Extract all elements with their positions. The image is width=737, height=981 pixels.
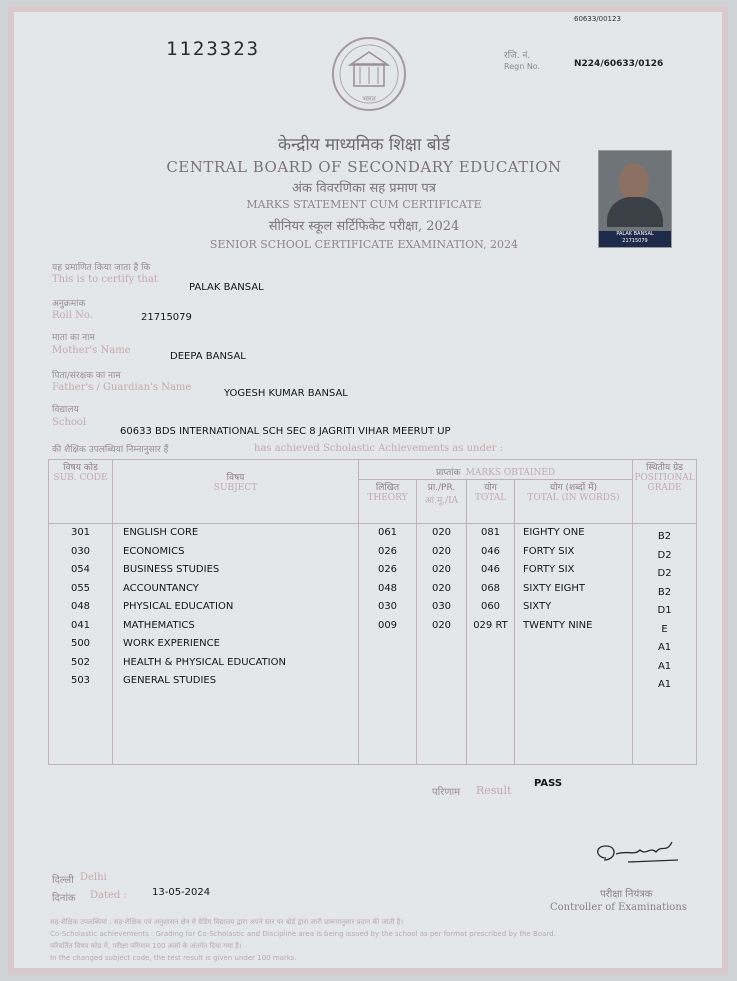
- header-marks-hindi: प्राप्तांक: [435, 468, 461, 478]
- table-cell-grade: B2: [657, 531, 672, 542]
- note-hindi-1: सह-शैक्षिक उपलब्धियां : सह-शैक्षिक एवं अनुशासन क्षेत्र में ग्रेडिंग विद्यालय द्वारा अपने स्तर पर बोर्ड द्वारा जारी प्रारूपानुसार प्रदान की जाती है।: [50, 918, 404, 926]
- achievements-label-hindi: की शैक्षिक उपलब्धियां निम्नानुसार हैं: [52, 445, 169, 455]
- certify-label-hindi: यह प्रमाणित किया जाता है कि: [52, 263, 151, 273]
- father-label: Father's / Guardian's Name: [52, 382, 192, 393]
- roll-label: Roll No.: [52, 310, 93, 321]
- board-name: CENTRAL BOARD OF SECONDARY EDUCATION: [166, 158, 562, 176]
- col-subject: [113, 524, 359, 765]
- header-marks-english: MARKS OBTAINED: [465, 468, 556, 478]
- father-label-hindi: पिता/संरक्षक का नाम: [52, 371, 121, 381]
- document-title-hindi: अंक विवरणिका सह प्रमाण पत्र: [292, 181, 436, 196]
- result-label: Result: [476, 784, 512, 797]
- table-cell-grade: A1: [657, 660, 672, 672]
- table-cell-practical: 020: [431, 619, 452, 631]
- header-theory-english: THEORY: [367, 493, 408, 503]
- header-subject-hindi: विषय: [226, 473, 245, 483]
- table-cell-subject: PHYSICAL EDUCATION: [123, 601, 234, 612]
- table-cell-subject: HEALTH & PHYSICAL EDUCATION: [123, 656, 286, 668]
- table-cell-words: FORTY SIX: [523, 564, 575, 575]
- place-label: Delhi: [80, 872, 107, 883]
- table-cell-grade: A1: [657, 642, 672, 653]
- col-grade: [633, 524, 697, 765]
- table-cell-words: EIGHTY ONE: [523, 527, 585, 538]
- header-sub-code-english: SUB. CODE: [53, 473, 108, 483]
- header-total-hindi: योग: [484, 483, 497, 493]
- exam-title-hindi: सीनियर स्कूल सर्टिफिकेट परीक्षा, 2024: [268, 219, 460, 234]
- school-label-hindi: विद्यालय: [52, 405, 79, 415]
- table-cell-theory: 009: [377, 619, 398, 631]
- document-title: MARKS STATEMENT CUM CERTIFICATE: [246, 198, 482, 211]
- exam-title: SENIOR SCHOOL CERTIFICATE EXAMINATION, 2024: [209, 238, 519, 251]
- table-cell-words: SIXTY: [523, 601, 552, 612]
- student-photo: [598, 150, 672, 248]
- photo-body: [607, 197, 663, 227]
- header-theory-hindi: लिखित: [375, 483, 400, 493]
- table-cell-theory: 026: [377, 564, 398, 575]
- header-practical-ia: आं.मू./IA: [424, 496, 459, 506]
- table-cell-practical: 020: [431, 582, 452, 594]
- photo-caption: [599, 231, 671, 247]
- header-sub-code: [49, 460, 113, 524]
- header-total-words-hindi: योग (शब्दों में): [550, 483, 598, 493]
- table-cell-code: 503: [70, 675, 91, 686]
- header-total-words-english: TOTAL (IN WORDS): [527, 493, 620, 503]
- table-cell-code: 502: [70, 656, 91, 668]
- table-cell-grade: D1: [657, 605, 672, 616]
- header-grade-hindi: स्थितीय ग्रेड: [646, 463, 683, 473]
- result-value: PASS: [534, 778, 563, 789]
- table-cell-practical: 020: [431, 527, 452, 538]
- school-label: School: [52, 417, 87, 428]
- table-cell-code: 030: [70, 545, 91, 557]
- student-name: PALAK BANSAL: [189, 282, 264, 293]
- table-cell-total: 046: [480, 545, 501, 557]
- top-serial: 60633/00123: [574, 15, 621, 23]
- table-cell-code: 054: [70, 564, 91, 575]
- certificate-number: 1123323: [166, 38, 261, 60]
- table-cell-theory: 048: [377, 582, 398, 594]
- table-cell-code: 041: [70, 619, 91, 631]
- header-practical: [417, 480, 467, 524]
- table-cell-subject: ENGLISH CORE: [123, 527, 199, 538]
- table-cell-theory: 026: [377, 545, 398, 557]
- regn-label: Regn No.: [504, 62, 541, 71]
- table-cell-words: TWENTY NINE: [523, 619, 593, 631]
- table-cell-theory: 030: [377, 601, 398, 612]
- col-total-words: [515, 524, 633, 765]
- table-cell-subject: BUSINESS STUDIES: [123, 564, 220, 575]
- mother-name: DEEPA BANSAL: [170, 351, 246, 362]
- table-cell-total: 081: [480, 527, 501, 538]
- table-cell-words: SIXTY EIGHT: [523, 582, 586, 594]
- table-cell-code: 500: [70, 638, 91, 649]
- table-cell-code: 048: [70, 601, 91, 612]
- table-cell-theory: 061: [377, 527, 398, 538]
- table-cell-subject: ECONOMICS: [123, 545, 185, 557]
- table-cell-grade: D2: [657, 549, 672, 561]
- marksheet: [8, 6, 728, 974]
- table-cell-total: 029 RT: [473, 619, 508, 631]
- table-cell-words: FORTY SIX: [523, 545, 575, 557]
- controller-title: Controller of Examinations: [550, 902, 687, 913]
- controller-signature: [588, 834, 688, 874]
- photo-caption-code: 21715079: [622, 238, 648, 244]
- father-name: YOGESH KUMAR BANSAL: [224, 388, 348, 399]
- result-label-hindi: परिणाम: [432, 787, 461, 798]
- table-cell-practical: 020: [431, 564, 452, 575]
- col-total: [467, 524, 515, 765]
- table-cell-subject: ACCOUNTANCY: [123, 582, 199, 594]
- table-cell-code: 055: [70, 582, 91, 594]
- table-cell-grade: E: [661, 623, 668, 635]
- place-label-hindi: दिल्ली: [52, 875, 74, 886]
- table-cell-grade: A1: [657, 679, 672, 690]
- mother-label-hindi: माता का नाम: [52, 333, 95, 343]
- regn-number: N224/60633/0126: [574, 59, 664, 69]
- header-grade-english: POSITIONAL GRADE: [634, 473, 695, 493]
- board-name-hindi: केन्द्रीय माध्यमिक शिक्षा बोर्ड: [277, 135, 451, 155]
- dated-label-hindi: दिनांक: [52, 893, 76, 904]
- emblem-text: भारत: [362, 95, 376, 103]
- table-cell-practical: 030: [431, 601, 452, 612]
- col-practical: [417, 524, 467, 765]
- header-total: [467, 480, 515, 524]
- table-cell-grade: D2: [657, 568, 672, 579]
- roll-number: 21715079: [141, 312, 192, 323]
- photo-caption-name: PALAK BANSAL: [616, 231, 654, 237]
- header-total-words: [515, 480, 633, 524]
- table-cell-code: 301: [70, 527, 91, 538]
- header-subject-english: SUBJECT: [213, 483, 258, 493]
- table-cell-practical: 020: [431, 545, 452, 557]
- header-total-english: TOTAL: [474, 493, 507, 503]
- header-sub-code-hindi: विषय कोड: [63, 463, 98, 473]
- header-grade: [633, 460, 697, 524]
- mother-label: Mother's Name: [52, 345, 131, 356]
- header-subject: [113, 460, 359, 524]
- controller-title-hindi: परीक्षा नियंत्रक: [600, 889, 653, 900]
- table-cell-total: 046: [480, 564, 501, 575]
- col-theory: [359, 524, 417, 765]
- certify-label: This is to certify that: [52, 274, 158, 285]
- school-name: 60633 BDS INTERNATIONAL SCH SEC 8 JAGRITI VIHAR MEERUT UP: [120, 426, 451, 437]
- marks-table: [48, 459, 697, 765]
- cbse-emblem-icon: [324, 34, 414, 116]
- roll-label-hindi: अनुक्रमांक: [52, 299, 86, 309]
- issue-date: 13-05-2024: [152, 887, 211, 898]
- table-cell-subject: WORK EXPERIENCE: [123, 638, 220, 649]
- table-cell-total: 060: [480, 601, 501, 612]
- regn-label-hindi: रजि. नं.: [504, 51, 531, 61]
- table-cell-grade: B2: [657, 586, 672, 598]
- table-cell-total: 068: [480, 582, 501, 594]
- header-practical-pr: प्रा./PR.: [427, 483, 456, 493]
- note-hindi-2: परिवर्तित विषय कोड में, परीक्षा परिणाम 100 अंकों के अंतर्गत दिया गया है।: [50, 942, 242, 950]
- note-english-2: In the changed subject code, the test result is given under 100 marks.: [50, 954, 297, 962]
- note-english-1: Co-Scholastic achievements : Grading for Co-Scholastic and Discipline area is being issued by the school as per format prescribed by the Board.: [50, 930, 556, 938]
- table-cell-subject: GENERAL STUDIES: [123, 675, 217, 686]
- col-sub-code: [49, 524, 113, 765]
- dated-label: Dated :: [90, 890, 127, 901]
- header-theory: [359, 480, 417, 524]
- table-cell-subject: MATHEMATICS: [123, 619, 195, 631]
- achievements-label: has achieved Scholastic Achievements as under :: [254, 443, 504, 454]
- header-marks-obtained: [359, 460, 633, 480]
- photo-face: [619, 163, 649, 201]
